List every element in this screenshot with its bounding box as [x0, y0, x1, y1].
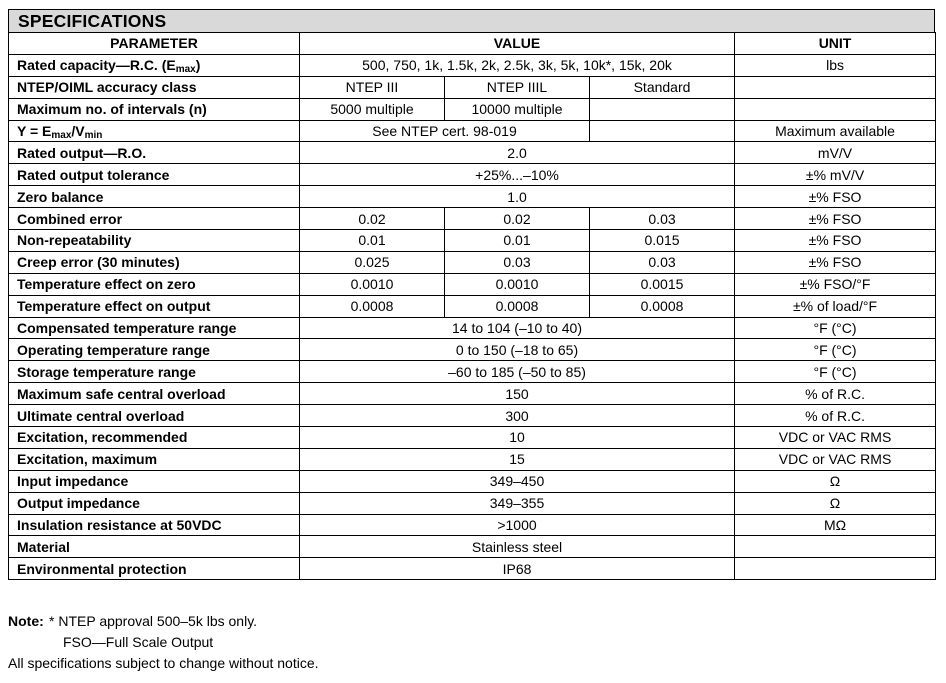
unit-cell: MΩ — [735, 514, 936, 536]
table-row — [9, 536, 936, 558]
param-cell: Excitation, recommended — [9, 427, 300, 449]
value-cell: 0.0008 — [590, 295, 735, 317]
table-row — [9, 339, 936, 361]
unit-cell: ±% mV/V — [735, 164, 936, 186]
unit-cell: Maximum available — [735, 120, 936, 142]
table-row — [9, 164, 936, 186]
note-line — [8, 632, 319, 653]
unit-cell: °F (°C) — [735, 317, 936, 339]
value-cell: 0.01 — [445, 230, 590, 252]
unit-cell: % of R.C. — [735, 383, 936, 405]
value-cell: 5000 multiple — [300, 98, 445, 120]
value-cell: 349–355 — [300, 492, 735, 514]
value-cell: 15 — [300, 448, 735, 470]
param-cell: Temperature effect on zero — [9, 273, 300, 295]
unit-cell: mV/V — [735, 142, 936, 164]
unit-cell: °F (°C) — [735, 339, 936, 361]
param-cell: Excitation, maximum — [9, 448, 300, 470]
value-cell: NTEP III — [300, 76, 445, 98]
param-cell: Ultimate central overload — [9, 405, 300, 427]
param-cell: Creep error (30 minutes) — [9, 251, 300, 273]
table-row — [9, 448, 936, 470]
table-row — [9, 142, 936, 164]
value-cell: >1000 — [300, 514, 735, 536]
value-cell: 1.0 — [300, 186, 735, 208]
param-cell: Combined error — [9, 208, 300, 230]
param-cell: Zero balance — [9, 186, 300, 208]
value-cell: IP68 — [300, 558, 735, 580]
value-cell: +25%...–10% — [300, 164, 735, 186]
unit-cell: ±% of load/°F — [735, 295, 936, 317]
table-row — [9, 273, 936, 295]
unit-cell: % of R.C. — [735, 405, 936, 427]
disclaimer: All specifications subject to change without notice. — [8, 655, 319, 671]
value-cell: 150 — [300, 383, 735, 405]
value-cell: 0.02 — [445, 208, 590, 230]
value-cell: 2.0 — [300, 142, 735, 164]
param-cell: Operating temperature range — [9, 339, 300, 361]
value-cell: 0.0010 — [300, 273, 445, 295]
value-cell: 0.02 — [300, 208, 445, 230]
value-cell: 0 to 150 (–18 to 65) — [300, 339, 735, 361]
param-cell: Temperature effect on output — [9, 295, 300, 317]
header-value: VALUE — [300, 33, 735, 55]
table-row — [9, 558, 936, 580]
unit-cell: ±% FSO — [735, 251, 936, 273]
value-cell: Standard — [590, 76, 735, 98]
unit-cell — [735, 76, 936, 98]
table-row — [9, 317, 936, 339]
unit-cell: lbs — [735, 54, 936, 76]
table-row — [9, 98, 936, 120]
value-cell: 10 — [300, 427, 735, 449]
param-cell: Rated capacity—R.C. $(E_{max})$ — [9, 54, 300, 76]
value-cell: 300 — [300, 405, 735, 427]
unit-cell: ±% FSO — [735, 230, 936, 252]
param-cell: Maximum safe central overload — [9, 383, 300, 405]
param-cell: Output impedance — [9, 492, 300, 514]
param-cell: Input impedance — [9, 470, 300, 492]
value-cell: Stainless steel — [300, 536, 735, 558]
value-cell: 0.03 — [445, 251, 590, 273]
specifications-table — [8, 32, 936, 580]
table-row — [9, 470, 936, 492]
unit-cell: ±% FSO — [735, 186, 936, 208]
unit-cell: VDC or VAC RMS — [735, 427, 936, 449]
param-cell: Rated output tolerance — [9, 164, 300, 186]
value-cell: 0.03 — [590, 208, 735, 230]
value-cell: 349–450 — [300, 470, 735, 492]
param-cell: $Y = E_{max}/V_{min}$ — [9, 120, 300, 142]
table-row — [9, 383, 936, 405]
specifications-table-container — [8, 9, 935, 580]
param-cell: Storage temperature range — [9, 361, 300, 383]
table-row — [9, 427, 936, 449]
value-cell — [590, 98, 735, 120]
note-text: FSO—Full Scale Output — [63, 634, 214, 650]
value-cell: 0.01 — [300, 230, 445, 252]
value-cell: 500, 750, 1k, 1.5k, 2k, 2.5k, 3k, 5k, 10k*, 15k, 20k — [300, 54, 735, 76]
param-cell: Non-repeatability — [9, 230, 300, 252]
param-cell: Environmental protection — [9, 558, 300, 580]
param-cell: Insulation resistance at 50VDC — [9, 514, 300, 536]
unit-cell: Ω — [735, 492, 936, 514]
unit-cell — [735, 98, 936, 120]
param-cell: Material — [9, 536, 300, 558]
value-cell: 10000 multiple — [445, 98, 590, 120]
param-cell: Rated output—R.O. — [9, 142, 300, 164]
unit-cell: ±% FSO — [735, 208, 936, 230]
value-cell: 0.0008 — [445, 295, 590, 317]
note-text: * NTEP approval 500–5k lbs only. — [49, 613, 258, 629]
table-row — [9, 120, 936, 142]
value-cell: 14 to 104 (–10 to 40) — [300, 317, 735, 339]
unit-cell — [735, 536, 936, 558]
table-row — [9, 361, 936, 383]
table-row — [9, 230, 936, 252]
param-cell: Compensated temperature range — [9, 317, 300, 339]
unit-cell: ±% FSO/°F — [735, 273, 936, 295]
unit-cell: VDC or VAC RMS — [735, 448, 936, 470]
header-row — [9, 33, 936, 55]
value-cell — [590, 120, 735, 142]
value-cell: NTEP IIIL — [445, 76, 590, 98]
notes-section — [8, 611, 319, 674]
value-cell: 0.0010 — [445, 273, 590, 295]
value-cell: 0.03 — [590, 251, 735, 273]
table-row — [9, 405, 936, 427]
note-label: Note: — [8, 613, 44, 629]
table-row — [9, 514, 936, 536]
value-cell: 0.0008 — [300, 295, 445, 317]
header-parameter: PARAMETER — [9, 33, 300, 55]
value-cell: See NTEP cert. 98-019 — [300, 120, 590, 142]
table-row — [9, 492, 936, 514]
table-row — [9, 295, 936, 317]
unit-cell: °F (°C) — [735, 361, 936, 383]
value-cell: 0.025 — [300, 251, 445, 273]
specifications-title: SPECIFICATIONS — [8, 9, 935, 32]
value-cell: –60 to 185 (–50 to 85) — [300, 361, 735, 383]
unit-cell: Ω — [735, 470, 936, 492]
param-cell: NTEP/OIML accuracy class — [9, 76, 300, 98]
header-unit: UNIT — [735, 33, 936, 55]
value-cell: 0.0015 — [590, 273, 735, 295]
unit-cell — [735, 558, 936, 580]
param-cell: Maximum no. of intervals (n) — [9, 98, 300, 120]
note-line — [8, 611, 319, 632]
table-row — [9, 208, 936, 230]
table-row — [9, 76, 936, 98]
table-row — [9, 251, 936, 273]
value-cell: 0.015 — [590, 230, 735, 252]
table-row — [9, 54, 936, 76]
table-row — [9, 186, 936, 208]
